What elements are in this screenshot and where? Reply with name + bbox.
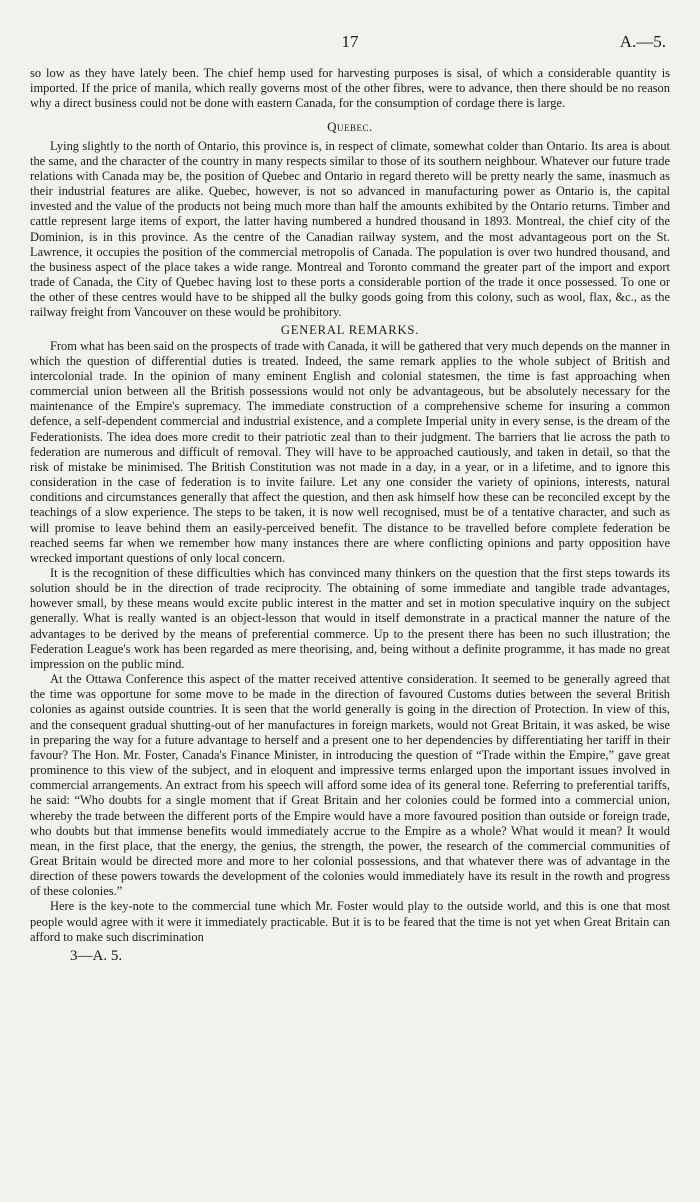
running-header bbox=[30, 28, 670, 54]
paragraph-general-remarks-4: Here is the key-note to the commercial tune which Mr. Foster would play to the outside world, and this is one that most people would agree with it were it immediately practicable. But it is to be feared that the time is not yet when Great Britain can afford to make such discrimination bbox=[30, 899, 670, 944]
paper-code: A.—5. bbox=[619, 32, 666, 51]
section-heading-quebec: Quebec. bbox=[327, 119, 373, 135]
paragraph-general-remarks-1: From what has been said on the prospects of trade with Canada, it will be gathered that very much depends on the manner in which the question of differential duties is treated. Indeed, the same remark applies to the whole subject of British and intercolonial trade. In the opinion of many eminent English and colonial statesmen, the time is fast approaching when commercial union between all the British possessions would not only be advantageous, but be absolutely necessary for the maintenance of the Empire's supremacy. The immediate construction of a comprehensive scheme for insuring a common defence, a self-dependent commercial and industrial existence, and a complete Imperial unity in every sense, is the dream of the Federationists. The idea does more credit to their patriotic zeal than to their judgment. The barriers that lie across the path to federation are numerous and difficult of removal. They will have to be approached cautiously, and taken in detail, so that the risk of mistake be minimised. The British Constitution was not made in a day, in a year, or in a lifetime, and to ignore this consideration in the case of federation is to invite failure. Let any one consider the variety of opinions, interests, natural conditions and circumstances generally that affect the question, and then ask himself how these can be reconciled except by the teachings of a slow experience. The steps to be taken, it is now well recognised, must be of a tentative character, and such as will promise to leave behind them an easily-perceived benefit. The distance to be travelled before complete federation be reached seems far when we remember how many instances there are where conflicting opinions and party opposition have wrecked important questions of only local concern. bbox=[30, 338, 670, 565]
paragraph-quebec: Lying slightly to the north of Ontario, this province is, in respect of climate, somewhat colder than Ontario. Its area is about the same, and the character of the country in many respects similar to those of its southern neighbour. Whatever our future trade relations with Canada may be, the position of Quebec and Ontario in regard thereto will be pretty nearly the same, inasmuch as their industrial features are alike. Quebec, however, is not so advanced in manufacturing power as Ontario is, the capital invested and the value of the products not being much more than half the amounts exhibited by the Ontario returns. Timber and cattle represent large items of export, the latter having numbered a hundred thousand in 1893. Montreal, the chief city of the Dominion, is in this province. As the centre of the Canadian railway system, and the most advantageous port on the St. Lawrence, it occupies the position of the commercial metropolis of Canada. The population is over two hundred thousand, and the business aspect of the place takes a wide range. Montreal and Toronto command the greater part of the import and export trade of Canada, the City of Quebec having lost to these ports a considerable portion of the trade it once possessed. To one or the other of these centres would have to be shipped all the bulky goods going from this colony, such as wool, flax, &c., as the railway freight from Vancouver on these would be prohibitory. bbox=[30, 138, 670, 320]
document-body bbox=[30, 66, 670, 964]
paragraph-hemp-continuation: so low as they have lately been. The chief hemp used for harvesting purposes is sisal, of which a considerable quantity is imported. If the price of manila, which really governs most of the other fibres, were to advance, then there should be no reason why a direct business could not be done with eastern Canada, for the consumption of cordage there is large. bbox=[30, 66, 670, 111]
page-number: 17 bbox=[341, 32, 359, 51]
section-heading-general-remarks: GENERAL REMARKS. bbox=[280, 322, 420, 337]
paragraph-general-remarks-2: It is the recognition of these difficulties which has convinced many thinkers on the question that the first steps towards its solution should be in the direction of trade reciprocity. The obtaining of some immediate and tangible trade advantages, however small, by these means would excite public interest in the matter and set in motion speculative inquiry on the subject generally. What is really wanted is an object-lesson that would in itself demonstrate in a practical manner the nature of the advantages to be derived by the means of preferential commerce. Up to the present there has been no such illustration; the Federation League's work has been regarded as mere theorising, and, being without a definite programme, it has made no great impression on the public mind. bbox=[30, 566, 670, 671]
signature-mark: 3—A. 5. bbox=[70, 947, 123, 964]
paragraph-general-remarks-3: At the Ottawa Conference this aspect of the matter received attentive consideration. It seemed to be generally agreed that the time was opportune for some move to be made in the direction of favoured Customs duties between the several British colonies as against outside countries. It is seen that the world generally is going in the direction of Protection. In view of this, and the consequent gradual shutting-out of her manufactures in foreign markets, would not Great Britain, it was asked, be wise in preparing the way for a future advantage to herself and a present one to her dependencies by differentiating her tariff in their favour? The Hon. Mr. Foster, Canada's Finance Minister, in introducing the question of “Trade within the Empire,” gave great prominence to this view of the subject, and in eloquent and impressive terms enlarged upon the important issues involved in commercial arrangements. An extract from his speech will afford some idea of its general tone. Referring to preferential tariffs, he said: “Who doubts for a single moment that if Great Britain and her colonies could be formed into a commercial union, whereby the trade between the different ports of the Empire would have a more favoured position than outside or foreign trade, who doubts but that immense benefits would immediately accrue to the Empire as a whole? What would it mean? It would mean, in the first place, that the energy, the genius, the strength, the power, the research of the commercial communities of Great Britain would be directed more and more to her colonial possessions, and that whatever there was of advantage in the direction of these powers towards the development of the colonies would immediately have its result in the rowth and progress of these colonies.” bbox=[30, 672, 670, 899]
